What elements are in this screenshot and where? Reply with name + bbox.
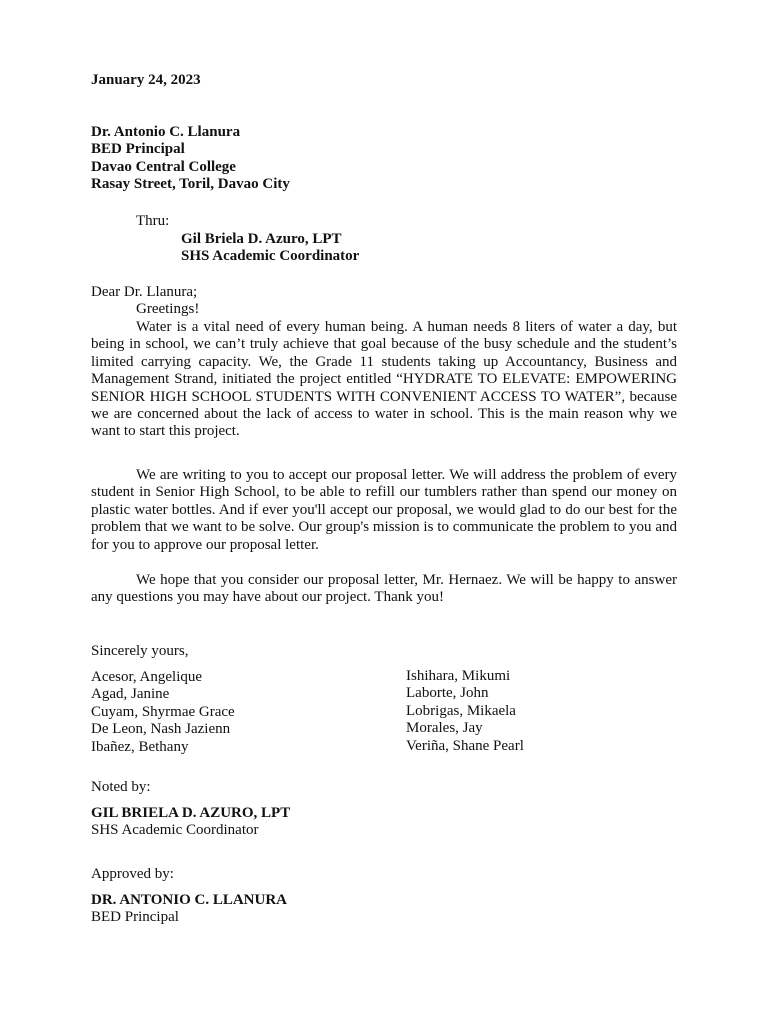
noted-label: Noted by: (91, 779, 151, 795)
thru-name: Gil Briela D. Azuro, LPT (181, 231, 342, 247)
signatory-name: Ishihara, Mikumi (406, 668, 511, 684)
approved-label: Approved by: (91, 866, 174, 882)
noted-block (91, 805, 290, 840)
signatory-name: Acesor, Angelique (91, 669, 203, 685)
signatory-name: Lobrigas, Mikaela (406, 702, 516, 719)
body-paragraph-1: Water is a vital need of every human being. A human needs 8 liters of water a day, but being in school, we can’t truly achieve that goal because of the busy schedule and the student’s limited carrying capacity. We, the Grade 11 students taking up Accountancy, Business and Management Strand, initiated the project entitled “HYDRATE TO ELEVATE: EMPOWERING SENIOR HIGH SCHOOL STUDENTS WITH CONVENIENT ACCESS TO WATER”, because we are concerned about the lack of access to water in school. This is the main reason why we want to start this project. (91, 319, 677, 440)
signatories-left (91, 669, 235, 756)
body-paragraph-2: We are writing to you to accept our proposal letter. We will address the problem of every student in Senior High School, to be able to refill our tumblers rather than spend our money on plastic water bottles. And if ever you'll accept our proposal, we would glad to do our best for the problem that we want to be solve. Our group's mission is to communicate the problem to you and for you to approve our proposal letter. (91, 467, 677, 553)
greeting: Greetings! (136, 301, 200, 317)
signatory-name: Laborte, John (406, 685, 489, 702)
recipient-name: Dr. Antonio C. Llanura (91, 124, 241, 140)
thru-title: SHS Academic Coordinator (181, 248, 360, 265)
recipient-address: Rasay Street, Toril, Davao City (91, 176, 290, 193)
signatories-right (406, 668, 524, 755)
noted-title: SHS Academic Coordinator (91, 822, 259, 839)
recipient-block (91, 124, 290, 194)
body-paragraph-3: We hope that you consider our proposal letter, Mr. Hernaez. We will be happy to answer any questions you may have about our project. Thank you! (91, 572, 677, 606)
approved-title: BED Principal (91, 909, 179, 926)
noted-name: GIL BRIELA D. AZURO, LPT (91, 805, 291, 821)
signatory-name: Veriña, Shane Pearl (406, 737, 524, 754)
signatory-name: Ibañez, Bethany (91, 738, 189, 755)
closing: Sincerely yours, (91, 643, 189, 659)
signatory-name: Agad, Janine (91, 686, 170, 703)
thru-label: Thru: (136, 213, 170, 229)
signatory-name: Morales, Jay (406, 720, 483, 737)
recipient-school: Davao Central College (91, 158, 236, 175)
salutation: Dear Dr. Llanura; (91, 284, 198, 300)
thru-block (181, 231, 359, 266)
recipient-title: BED Principal (91, 141, 185, 158)
letter-date: January 24, 2023 (91, 72, 201, 88)
approved-name: DR. ANTONIO C. LLANURA (91, 892, 287, 908)
signatory-name: De Leon, Nash Jazienn (91, 721, 231, 738)
approved-block (91, 892, 287, 927)
signatory-name: Cuyam, Shyrmae Grace (91, 703, 235, 720)
